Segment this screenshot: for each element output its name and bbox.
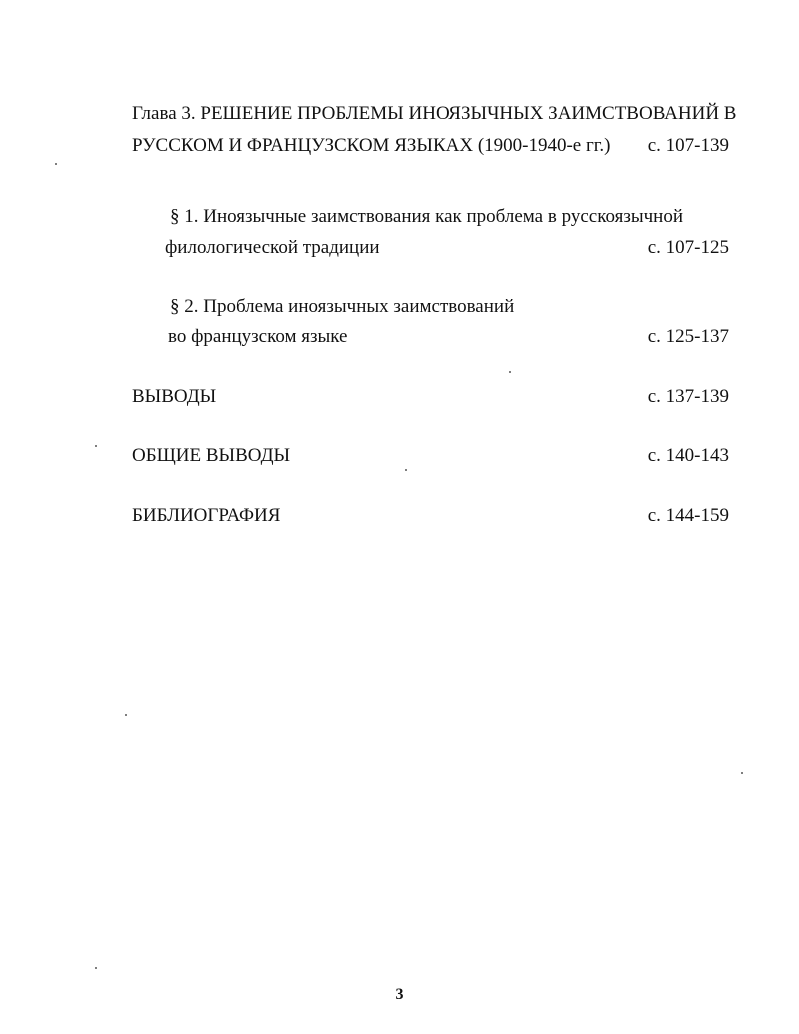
general-conclusions-pages: с. 140-143 bbox=[647, 445, 729, 466]
chapter-3-pages: с. 107-139 bbox=[647, 135, 729, 156]
section-2-title-line-2: во французском языке bbox=[168, 326, 348, 347]
page-number: 3 bbox=[395, 986, 404, 1003]
scan-speck bbox=[741, 772, 743, 774]
conclusions-label: ВЫВОДЫ bbox=[132, 386, 217, 407]
scan-speck bbox=[509, 371, 511, 373]
section-1-title-line-1: § 1. Иноязычные заимствования как проблема в русскоязычной bbox=[170, 206, 683, 227]
general-conclusions-label: ОБЩИЕ ВЫВОДЫ bbox=[132, 445, 291, 466]
scan-speck bbox=[125, 714, 127, 716]
bibliography-pages: с. 144-159 bbox=[647, 505, 729, 526]
scan-speck bbox=[95, 445, 97, 447]
scan-speck bbox=[95, 967, 97, 969]
chapter-3-title-line-2: РУССКОМ И ФРАНЦУЗСКОМ ЯЗЫКАХ (1900-1940-е гг.) bbox=[132, 135, 611, 156]
scan-speck bbox=[55, 163, 57, 165]
section-1-title-line-2: филологической традиции bbox=[165, 237, 380, 258]
section-1-pages: с. 107-125 bbox=[647, 237, 729, 258]
chapter-3-title-line-1: Глава 3. РЕШЕНИЕ ПРОБЛЕМЫ ИНОЯЗЫЧНЫХ ЗАИМСТВОВАНИЙ В bbox=[132, 103, 737, 124]
conclusions-pages: с. 137-139 bbox=[647, 386, 729, 407]
bibliography-label: БИБЛИОГРАФИЯ bbox=[132, 505, 281, 526]
section-2-title-line-1: § 2. Проблема иноязычных заимствований bbox=[170, 296, 515, 317]
section-2-pages: с. 125-137 bbox=[647, 326, 729, 347]
scan-speck bbox=[405, 469, 407, 471]
